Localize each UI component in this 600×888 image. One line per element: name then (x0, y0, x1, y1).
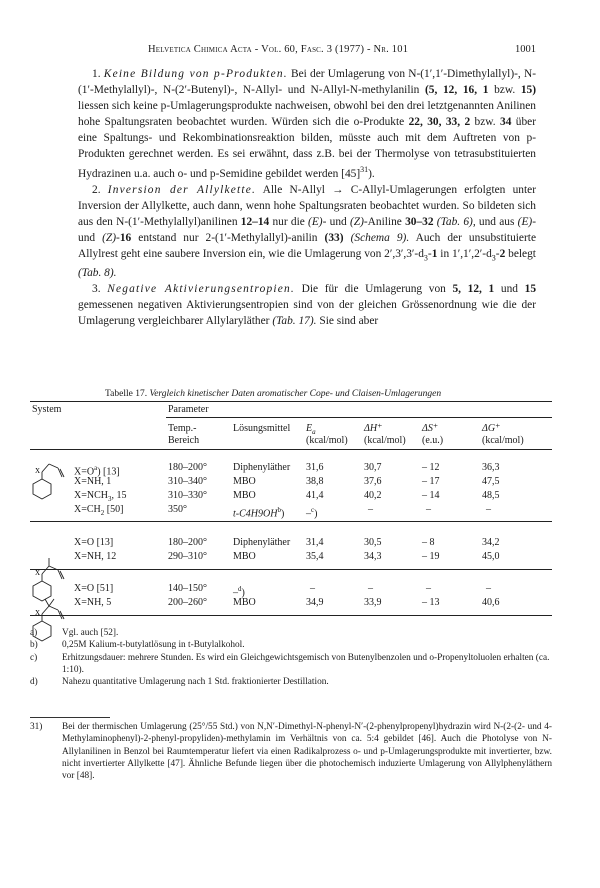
stereo-descriptor: (E)- (517, 215, 536, 228)
system-x: X=O (74, 466, 95, 478)
footnote-mark: d) (30, 677, 38, 688)
system-x: X=NCH (74, 490, 108, 501)
row-2-dh: 37,6 (364, 476, 382, 487)
row-8-ds: – 13 (422, 597, 440, 608)
table-footnotes (30, 627, 552, 688)
ea-value: – (306, 508, 311, 520)
header-parameter: Parameter (168, 404, 209, 415)
row-6-solvent: MBO (233, 551, 256, 562)
table-caption (105, 389, 545, 399)
caption-label: Tabelle 17. (105, 389, 148, 399)
ea-sub: a (312, 428, 316, 436)
text-run: bzw. (488, 83, 521, 96)
footnote-paren: ) (314, 508, 318, 520)
header-ds-unit: (e.u.) (422, 435, 444, 446)
body-text (78, 67, 536, 330)
text-run: Aniline (367, 215, 406, 228)
table-footnote-b (30, 639, 552, 651)
footnote-text: Bei der thermischen Umlagerung (25°/55 Std.) von N,N′-Dimethyl-N-phenyl-N′-(2-phenylpropenyl)hydrazin wird N-(2-(2- und 4-Methylaminophenyl)-2-phenyl-propyliden)-methylamin im Verhältnis von ca. 5:4 gebildet [46]. Auch die Photolyse von N-Allylanilinen in Benzol bei Raumtemperatur liefert via einen Radikalprozess o- und p-Umlagerungsprodukte mit invertierter, bzw. nicht invertierter Allylkette [47]. Ähnliche Befunde liegen über die photochemisch induzierte Umlagerung von Allylphenyläthern vor [48]. (62, 722, 552, 782)
stereo-descriptor: (Z)- (349, 215, 368, 228)
table-footnote-c (30, 652, 552, 677)
footnote-text: 0,25M Kalium-t-butylatlösung in t-Butylalkohol. (62, 640, 245, 651)
row-3-system (74, 490, 126, 505)
table-ref: (Tab. 17). (272, 314, 317, 327)
row-2-dg: 47,5 (482, 476, 500, 487)
compound-ref: 30–32 (405, 215, 434, 228)
footnote-mark: d (238, 585, 242, 593)
header-ea-unit: (kcal/mol) (306, 435, 348, 446)
compound-ref: 1 (431, 247, 438, 260)
row-4-ds: – (426, 504, 431, 515)
row-5-dg: 34,2 (482, 537, 500, 548)
table-ref: (Tab. 8). (78, 266, 117, 279)
row-6-dg: 45,0 (482, 551, 500, 562)
row-1-dh: 30,7 (364, 462, 382, 473)
row-3-solvent: MBO (233, 490, 256, 501)
paragraph-2 (78, 183, 536, 282)
row-5-ds: – 8 (422, 537, 435, 548)
item-number: 3. (92, 282, 101, 295)
row-4-temp: 350° (168, 504, 187, 515)
header-dh-unit: (kcal/mol) (364, 435, 406, 446)
row-2-temp: 310–340° (168, 476, 207, 487)
item-number: 1. (92, 68, 101, 80)
footnote-mark: a) (30, 628, 38, 638)
header-bottom-rule (30, 449, 552, 450)
row-1-temp: 180–200° (168, 462, 207, 473)
text-run: Bei der Umlagerung von N-(1′,1′-Dimethylallyl)-, N-(1′-Methylallyl)-, N-(2′-Butenyl)-, N-Allyl- und N-Allyl-N-methylanilin (78, 68, 536, 96)
header-solvent: Lösungsmittel (233, 423, 291, 434)
footnote-text: Nahezu quantitative Umlagerung nach 1 Std. fraktionierter Destillation. (62, 677, 329, 688)
ea-symbol: E (306, 423, 313, 434)
table-ref: (Tab. 6), (433, 215, 476, 228)
footnote-mark: c) (30, 652, 38, 663)
footnote-separator (30, 717, 110, 718)
row-7-ea: – (310, 583, 315, 594)
row-3-dh: 40,2 (364, 490, 382, 501)
running-header (78, 44, 536, 58)
svg-text:X: X (35, 467, 41, 475)
row-6-ds: – 19 (422, 551, 440, 562)
footnote-text: Erhitzungsdauer: mehrere Stunden. Es wird ein Gleichgewichtsgemisch von Butenylbenzolen und o-Propenyltoluolen erhalten (ca. 1:10). (62, 652, 550, 675)
text-run: nur die (269, 215, 309, 228)
footnote-paren: ) (241, 587, 245, 599)
footnote-ref: 31 (360, 165, 369, 175)
text-run: und (326, 215, 350, 228)
structure-allyl-aryl (32, 455, 72, 503)
item-number: 2. (92, 184, 101, 197)
svg-text:X: X (35, 609, 41, 617)
row-7-system: X=O [51] (74, 583, 114, 594)
text-run: in 1′,1′,2′-d (437, 247, 492, 260)
caption-text: Vergleich kinetischer Daten aromatischer Cope- und Claisen-Umlagerungen (149, 389, 442, 399)
table-footnote-a (30, 627, 552, 639)
row-7-dg: – (486, 583, 491, 594)
table-bottom-rule (30, 615, 552, 616)
svg-text:X: X (35, 569, 41, 577)
row-4-solvent (233, 504, 284, 520)
row-6-dh: 34,3 (364, 551, 382, 562)
subscript: 3 (491, 253, 496, 263)
parameter-rule (166, 417, 552, 418)
row-2-ds: – 17 (422, 476, 440, 487)
stereo-descriptor: (E)- (308, 215, 327, 228)
header-temp: Temp.- (168, 423, 197, 434)
text-run: belegt (505, 247, 536, 260)
text-run: - (495, 247, 500, 260)
row-1-solvent: Diphenyläther (233, 462, 291, 473)
system-ref: ) [13] (97, 466, 120, 478)
compound-ref: 2 (499, 247, 506, 260)
header-temp-range: Bereich (168, 435, 200, 446)
compound-ref: 15 (524, 282, 537, 295)
row-5-solvent: Diphenyläther (233, 537, 291, 548)
row-2-ea: 38,8 (306, 476, 324, 487)
row-5-ea: 31,4 (306, 537, 324, 548)
text-run: bzw. (470, 115, 501, 128)
paragraph-title: Inversion der Allylkette. (107, 184, 257, 197)
page-footnote-31 (30, 721, 552, 782)
text-run: und (494, 282, 525, 295)
text-run: Auch der unsubstituierte Allylrest geht eine saubere Inversion ein, wie die Umlagerung von 2′,3′,3′-d (78, 231, 536, 260)
running-head: Helvetica Chimica Acta - Vol. 60, Fasc. 3 (1977) - Nr. 101 (148, 44, 409, 55)
footnote-mark: a (94, 464, 98, 472)
row-4-ea (306, 504, 317, 520)
system-x: X=NH, 1 (74, 476, 112, 487)
subscript: 3 (107, 495, 112, 503)
row-8-solvent: MBO (233, 597, 256, 608)
row-5-dh: 30,5 (364, 537, 382, 548)
paragraph-title: Keine Bildung von p-Produkten. (103, 68, 288, 80)
footnote-text: Vgl. auch [52]. (62, 628, 119, 638)
row-2-solvent: MBO (233, 476, 256, 487)
stereo-descriptor: (Z)- (102, 231, 120, 244)
system-ref: [50] (104, 504, 124, 515)
header-dh: ΔH⁺ (364, 423, 383, 434)
text-run: Sie sind aber (316, 314, 379, 327)
text-run: Alle N-Allyl → C-Allyl-Umlagerungen erfolgten unter Inversion der Allylkette, auch dann, wenn hohe Spaltungsraten beobachtet wurden. So bildeten sich aus den N-(1′-Methylallyl)anilinen (78, 184, 537, 228)
table-footnote-d (30, 676, 552, 688)
system-x: X=CH (74, 504, 101, 515)
compound-ref: 34 (500, 115, 512, 128)
row-2-system (74, 476, 111, 488)
page-number: 1001 (515, 44, 536, 55)
text-run: Die für die Umlagerung von (294, 282, 453, 295)
text-run: entstand nur 2-(1′-Methylallyl)-anilin (131, 231, 325, 244)
table-top-rule (30, 401, 552, 402)
row-3-ds: – 14 (422, 490, 440, 501)
row-8-dg: 40,6 (482, 597, 500, 608)
text-run: gemessenen negativen Aktivierungsentropien sind von der gleichen Grössenordnung wie die der Umlagerung vergleichbarer Allylaryläther (78, 298, 536, 327)
subscript: 2 (100, 509, 105, 517)
paragraph-3 (78, 282, 536, 330)
header-system: System (32, 404, 62, 415)
row-1-ds: – 12 (422, 462, 440, 473)
row-6-system: X=NH, 12 (74, 551, 117, 562)
text-run: liessen sich keine p-Umlagerungsprodukte nachweisen, obwohl bei den drei letztgenannten Anilinen hohe Spaltungsraten beobachtet wurden. Würden sich die o-Produkte (78, 99, 536, 128)
scheme-ref: (Schema 9). (343, 231, 410, 244)
row-4-dh: – (368, 504, 373, 515)
text-run: und aus (475, 215, 518, 228)
row-5-temp: 180–200° (168, 537, 207, 548)
compound-ref: (33) (324, 231, 344, 244)
subscript: 3 (423, 253, 428, 263)
footnote-mark: 31) (30, 722, 43, 732)
row-7-dh: – (368, 583, 373, 594)
text-run: - (427, 247, 432, 260)
footnote-mark: b (277, 506, 281, 514)
paragraph-title: Negative Aktivierungsentropien. (107, 282, 295, 295)
group-2-rule (30, 569, 552, 570)
row-7-temp: 140–150° (168, 583, 207, 594)
header-dg: ΔG⁺ (482, 423, 501, 434)
solvent-name: t-C4H9OH (233, 508, 278, 520)
solvent-name: – (233, 587, 238, 599)
header-dg-unit: (kcal/mol) (482, 435, 524, 446)
row-1-ea: 31,6 (306, 462, 324, 473)
text-run: über eine Spaltungs- und Rekombinationsreaktion bilden, müsste auch mit dem Auftreten von p-Produkten gerechnet werden. Es sei erwähnt, dass z.B. bei der Thermolyse von tetrasubstituierten Hydrazinen u.a. auch o- und p-Semidine gebildet werden [45] (78, 115, 537, 181)
row-1-dg: 36,3 (482, 462, 500, 473)
row-4-dg: – (486, 504, 491, 515)
text-run: und (78, 231, 103, 244)
row-6-temp: 290–310° (168, 551, 207, 562)
group-1-rule (30, 521, 552, 522)
row-8-temp: 200–260° (168, 597, 207, 608)
compound-ref: 22, 30, 33, 2 (408, 115, 471, 128)
compound-ref: (5, 12, 16, 1 (425, 83, 489, 96)
footnote-mark: b) (30, 640, 38, 651)
row-3-dg: 48,5 (482, 490, 500, 501)
footnote-paren: ) (280, 508, 285, 520)
row-3-temp: 310–330° (168, 490, 207, 501)
paragraph-1 (78, 67, 536, 183)
row-7-ds: – (426, 583, 431, 594)
row-6-ea: 35,4 (306, 551, 324, 562)
compound-ref: , 15 (111, 490, 127, 501)
row-8-ea: 34,9 (306, 597, 324, 608)
compound-ref: 12–14 (240, 215, 270, 228)
footnote-mark: c (311, 506, 315, 514)
compound-ref: 5, 12, 1 (452, 282, 495, 295)
text-run: ). (368, 168, 375, 181)
header-ds: ΔS⁺ (422, 423, 439, 434)
row-8-system: X=NH, 5 (74, 597, 112, 608)
row-4-system (74, 504, 123, 519)
row-3-ea: 41,4 (306, 490, 324, 501)
compound-ref: 16 (119, 231, 132, 244)
compound-ref: 15) (520, 83, 536, 96)
row-8-dh: 33,9 (364, 597, 382, 608)
row-5-system: X=O [13] (74, 537, 114, 548)
